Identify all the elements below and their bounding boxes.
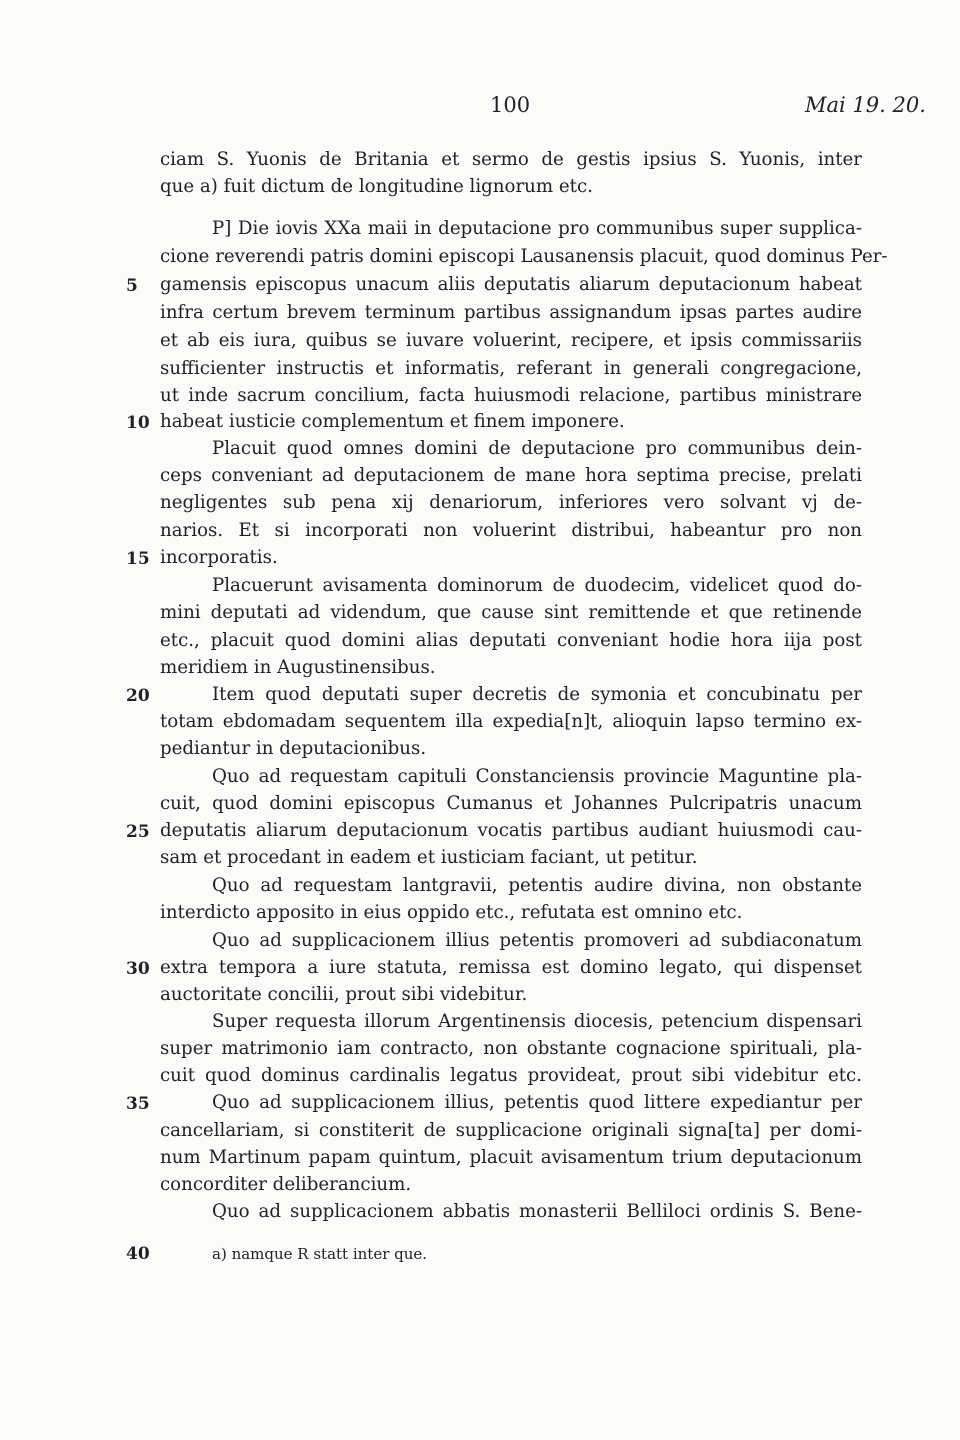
text-line: infra certum brevem terminum partibus assignandum ipsas partes audire <box>160 302 862 323</box>
text-line: Quo ad requestam capituli Constanciensis provincie Maguntine pla- <box>212 766 862 787</box>
text-line: meridiem in Augustinensibus. <box>160 657 436 678</box>
text-line: sufficienter instructis et informatis, referant in generali congregacione, <box>160 358 862 379</box>
text-line: ciam S. Yuonis de Britania et sermo de gestis ipsius S. Yuonis, inter <box>160 149 862 170</box>
text-line: sam et procedant in eadem et iusticiam faciant, ut petitur. <box>160 847 698 868</box>
text-line: cuit, quod domini episcopus Cumanus et Johannes Pulcripatris unacum <box>160 793 862 814</box>
text-line: habeat iusticie complementum et finem imponere. <box>160 411 625 432</box>
text-line: pediantur in deputacionibus. <box>160 738 427 759</box>
text-line: Placuit quod omnes domini de deputacione pro communibus dein- <box>212 438 862 459</box>
line-number: 20 <box>126 686 150 706</box>
line-number: 25 <box>126 822 150 842</box>
text-line: cancellariam, si constiterit de supplicacione originali signa[ta] per domi- <box>160 1120 862 1141</box>
text-line: Quo ad supplicacionem abbatis monasterii Belliloci ordinis S. Bene- <box>212 1201 862 1222</box>
line-number: 30 <box>126 959 150 979</box>
text-line: P] Die iovis XXa maii in deputacione pro communibus super supplica- <box>212 218 862 239</box>
text-line: gamensis episcopus unacum aliis deputatis aliarum deputacionum habeat <box>160 274 862 295</box>
text-line: Super requesta illorum Argentinensis diocesis, petencium dispensari <box>212 1011 862 1032</box>
text-line: Item quod deputati super decretis de symonia et concubinatu per <box>212 684 862 705</box>
text-line: mini deputati ad videndum, que cause sint remittende et que retinende <box>160 602 862 623</box>
text-line: ceps conveniant ad deputacionem de mane hora septima precise, prelati <box>160 465 862 486</box>
line-number: 15 <box>126 549 150 569</box>
text-line: totam ebdomadam sequentem illa expedia[n]t, alioquin lapso termino ex- <box>160 711 862 732</box>
page-header <box>0 93 960 123</box>
text-line: deputatis aliarum deputacionum vocatis partibus audiant huiusmodi cau- <box>160 820 862 841</box>
line-number: 35 <box>126 1094 150 1114</box>
text-line: cione reverendi patris domini episcopi Lausanensis placuit, quod dominus Per- <box>160 246 888 267</box>
line-number: 5 <box>126 276 138 296</box>
text-line: que a) fuit dictum de longitudine lignorum etc. <box>160 176 593 197</box>
text-line: auctoritate concilii, prout sibi videbitur. <box>160 984 528 1005</box>
text-line: super matrimonio iam contracto, non obstante cognacione spirituali, pla- <box>160 1038 862 1059</box>
running-head: Mai 19. 20. <box>805 93 926 117</box>
text-line: concorditer deliberancium. <box>160 1174 412 1195</box>
text-line: incorporatis. <box>160 547 278 568</box>
text-line: interdicto apposito in eius oppido etc., refutata est omnino etc. <box>160 902 743 923</box>
text-line: num Martinum papam quintum, placuit avisamentum trium deputacionum <box>160 1147 862 1168</box>
text-line: Placuerunt avisamenta dominorum de duodecim, videlicet quod do- <box>212 575 862 596</box>
text-line: Quo ad supplicacionem illius, petentis quod littere expediantur per <box>212 1092 862 1113</box>
line-number: 40 <box>126 1244 150 1264</box>
text-line: Quo ad requestam lantgravii, petentis audire divina, non obstante <box>212 875 862 896</box>
line-number: 10 <box>126 413 150 433</box>
page-number: 100 <box>490 93 531 117</box>
text-line: negligentes sub pena xij denariorum, inferiores vero solvant vj de- <box>160 492 862 513</box>
text-line: ut inde sacrum concilium, facta huiusmodi relacione, partibus ministrare <box>160 385 862 406</box>
text-line: extra tempora a iure statuta, remissa est domino legato, qui dispenset <box>160 957 862 978</box>
footnote: a) namque R statt inter que. <box>212 1245 428 1263</box>
text-line: etc., placuit quod domini alias deputati conveniant hodie hora iija post <box>160 630 862 651</box>
text-line: cuit quod dominus cardinalis legatus provideat, prout sibi videbitur etc. <box>160 1065 862 1086</box>
text-line: et ab eis iura, quibus se iuvare voluerint, recipere, et ipsis commissariis <box>160 330 862 351</box>
text-line: narios. Et si incorporati non voluerint distribui, habeantur pro non <box>160 520 862 541</box>
text-line: Quo ad supplicacionem illius petentis promoveri ad subdiaconatum <box>212 930 862 951</box>
